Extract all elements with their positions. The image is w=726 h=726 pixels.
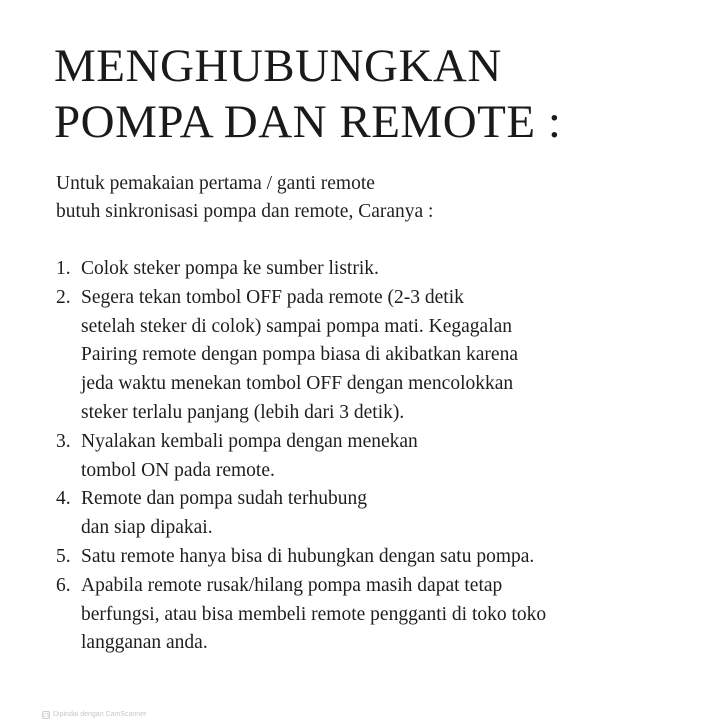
step-number: 4. (56, 488, 71, 510)
instruction-steps (56, 255, 706, 658)
document-title (54, 38, 561, 150)
intro-line-2: butuh sinkronisasi pompa dan remote, Caranya : (56, 201, 434, 222)
intro-line-1: Untuk pemakaian pertama / ganti remote (56, 173, 375, 194)
step-item (56, 543, 706, 572)
step-text-line: Satu remote hanya bisa di hubungkan dengan satu pompa. (81, 545, 535, 567)
step-item (56, 572, 706, 658)
step-number: 6. (56, 574, 71, 596)
step-text-line: tombol ON pada remote. (81, 459, 275, 481)
step-number: 2. (56, 286, 71, 308)
step-text-line: langganan anda. (81, 632, 208, 654)
step-text-line: dan siap dipakai. (81, 517, 213, 539)
title-line-1: MENGHUBUNGKAN (54, 40, 502, 92)
step-item (56, 428, 706, 486)
watermark-text: Dipindai dengan CamScanner (53, 711, 147, 718)
step-text-line: setelah steker di colok) sampai pompa mati. Kegagalan (81, 315, 513, 337)
title-line-2: POMPA DAN REMOTE : (54, 96, 562, 148)
step-number: 5. (56, 545, 71, 567)
step-item (56, 485, 706, 543)
step-number: 3. (56, 430, 71, 452)
step-text-line: steker terlalu panjang (lebih dari 3 detik). (81, 401, 405, 423)
camscanner-icon: CS (43, 712, 50, 719)
step-text-line: Pairing remote dengan pompa biasa di akibatkan karena (81, 344, 518, 366)
intro-paragraph (56, 170, 433, 226)
step-number: 1. (56, 258, 71, 279)
step-text-line: Segera tekan tombol OFF pada remote (2-3 detik (81, 286, 464, 308)
step-text-line: berfungsi, atau bisa membeli remote pengganti di toko toko (81, 603, 547, 625)
scanner-watermark (42, 710, 146, 719)
step-text-line: jeda waktu menekan tombol OFF dengan mencolokkan (81, 373, 514, 395)
step-text-line: Colok steker pompa ke sumber listrik. (81, 258, 379, 279)
step-text-line: Nyalakan kembali pompa dengan menekan (81, 430, 418, 452)
step-item (56, 284, 706, 428)
step-item (56, 255, 706, 284)
step-text-line: Apabila remote rusak/hilang pompa masih dapat tetap (81, 574, 503, 596)
step-text-line: Remote dan pompa sudah terhubung (81, 488, 367, 510)
